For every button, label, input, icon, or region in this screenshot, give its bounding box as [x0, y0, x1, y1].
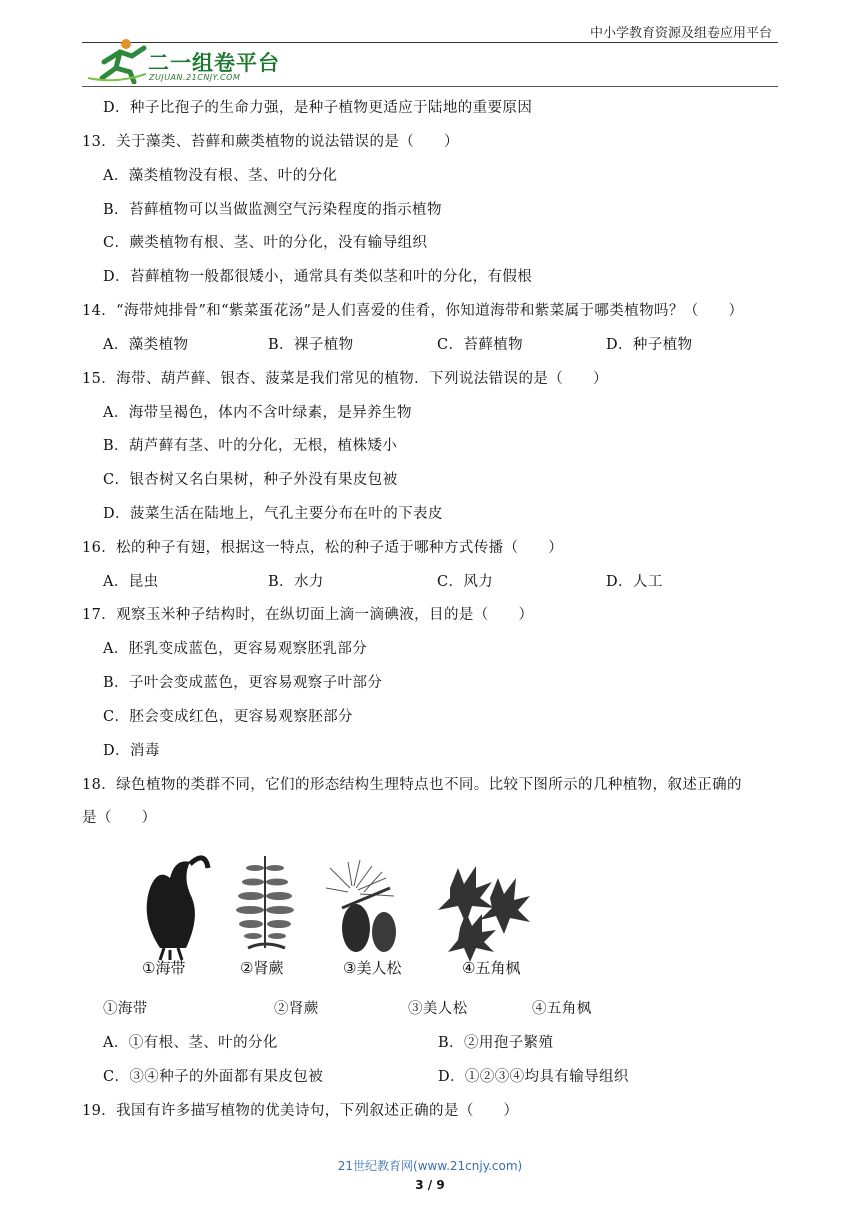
logo-subtitle: ZUJUAN.21CNJY.COM: [149, 73, 241, 82]
page-number: 3 / 9: [415, 1178, 445, 1192]
q16-option-d: D．人工: [606, 574, 663, 590]
q13-option-c: C．蕨类植物有根、茎、叶的分化，没有输导组织: [103, 235, 428, 251]
q15-option-d: D．菠菜生活在陆地上，气孔主要分布在叶的下表皮: [103, 506, 443, 522]
q15-option-a: A．海带呈褐色，体内不含叶绿素，是异养生物: [103, 405, 412, 421]
q13-option-a: A．藻类植物没有根、茎、叶的分化: [103, 168, 338, 184]
q18-figure-caption-1: ①海带: [142, 959, 186, 977]
q18-option-d: D．①②③④均具有输导组织: [438, 1069, 629, 1085]
q17-option-c: C．胚会变成红色，更容易观察胚部分: [103, 709, 353, 725]
q13-option-b: B．苔藓植物可以当做监测空气污染程度的指示植物: [103, 202, 442, 218]
q18-option-a: A．①有根、茎、叶的分化: [103, 1035, 278, 1051]
q15-option-c: C．银杏树又名白果树，种子外没有果皮包被: [103, 472, 398, 488]
q18-figure-caption-2: ②肾蕨: [240, 959, 284, 977]
q18-label-3: ③美人松: [408, 1001, 468, 1017]
q17-option-b: B．子叶会变成蓝色，更容易观察子叶部分: [103, 675, 383, 691]
q15-stem: 15．海带、葫芦藓、银杏、菠菜是我们常见的植物．下列说法错误的是（ ）: [82, 371, 608, 387]
logo-text: 二一组卷平台: [148, 51, 280, 75]
fern-illustration: [236, 856, 294, 948]
q14-option-b: B．裸子植物: [268, 337, 354, 353]
q14-stem: 14．“海带炖排骨”和“紫菜蛋花汤”是人们喜爱的佳肴，你知道海带和紫菜属于哪类植物吗？（ ）: [82, 303, 744, 319]
kelp-illustration: [147, 858, 208, 960]
q17-option-a: A．胚乳变成蓝色，更容易观察胚乳部分: [103, 641, 368, 657]
q16-stem: 16．松的种子有翅，根据这一特点，松的种子适于哪种方式传播（ ）: [82, 540, 564, 556]
header-rule-lower: [82, 86, 778, 87]
q12-option-d: D．种子比孢子的生命力强，是种子植物更适应于陆地的重要原因: [103, 100, 533, 116]
q18-figure-caption-4: ④五角枫: [462, 959, 521, 977]
q16-option-a: A．昆虫: [103, 574, 159, 590]
q18-label-1: ①海带: [103, 1001, 148, 1017]
q13-option-d: D．苔藓植物一般都很矮小，通常具有类似茎和叶的分化，有假根: [103, 269, 533, 285]
q16-option-b: B．水力: [268, 574, 324, 590]
q18-label-2: ②肾蕨: [274, 1001, 319, 1017]
pine-illustration: [326, 860, 396, 952]
q15-option-b: B．葫芦藓有茎、叶的分化，无根，植株矮小: [103, 438, 398, 454]
q18-figure-caption-3: ③美人松: [343, 959, 402, 977]
q14-option-c: C．苔藓植物: [437, 337, 523, 353]
footer-site-link[interactable]: 21世纪教育网(www.21cnjy.com): [337, 1159, 523, 1173]
q18-label-4: ④五角枫: [532, 1001, 592, 1017]
q18-stem-line2: 是（ ）: [82, 810, 157, 826]
q18-option-c: C．③④种子的外面都有果皮包被: [103, 1069, 324, 1085]
platform-name: 中小学教育资源及组卷应用平台: [589, 26, 772, 41]
q17-option-d: D．消毒: [103, 743, 160, 759]
q13-stem: 13．关于藻类、苔藓和蕨类植物的说法错误的是（ ）: [82, 134, 459, 150]
q16-option-c: C．风力: [437, 574, 494, 590]
q18-option-b: B．②用孢子繁殖: [438, 1035, 554, 1051]
q17-stem: 17．观察玉米种子结构时，在纵切面上滴一滴碘液，目的是（ ）: [82, 607, 534, 623]
q14-option-a: A．藻类植物: [103, 337, 189, 353]
q18-stem-line1: 18．绿色植物的类群不同，它们的形态结构生理特点也不同。比较下图所示的几种植物，叙述正确的: [82, 777, 742, 793]
q19-stem: 19．我国有许多描写植物的优美诗句，下列叙述正确的是（ ）: [82, 1103, 519, 1119]
q14-option-d: D．种子植物: [606, 337, 693, 353]
maple-illustration: [438, 866, 530, 962]
